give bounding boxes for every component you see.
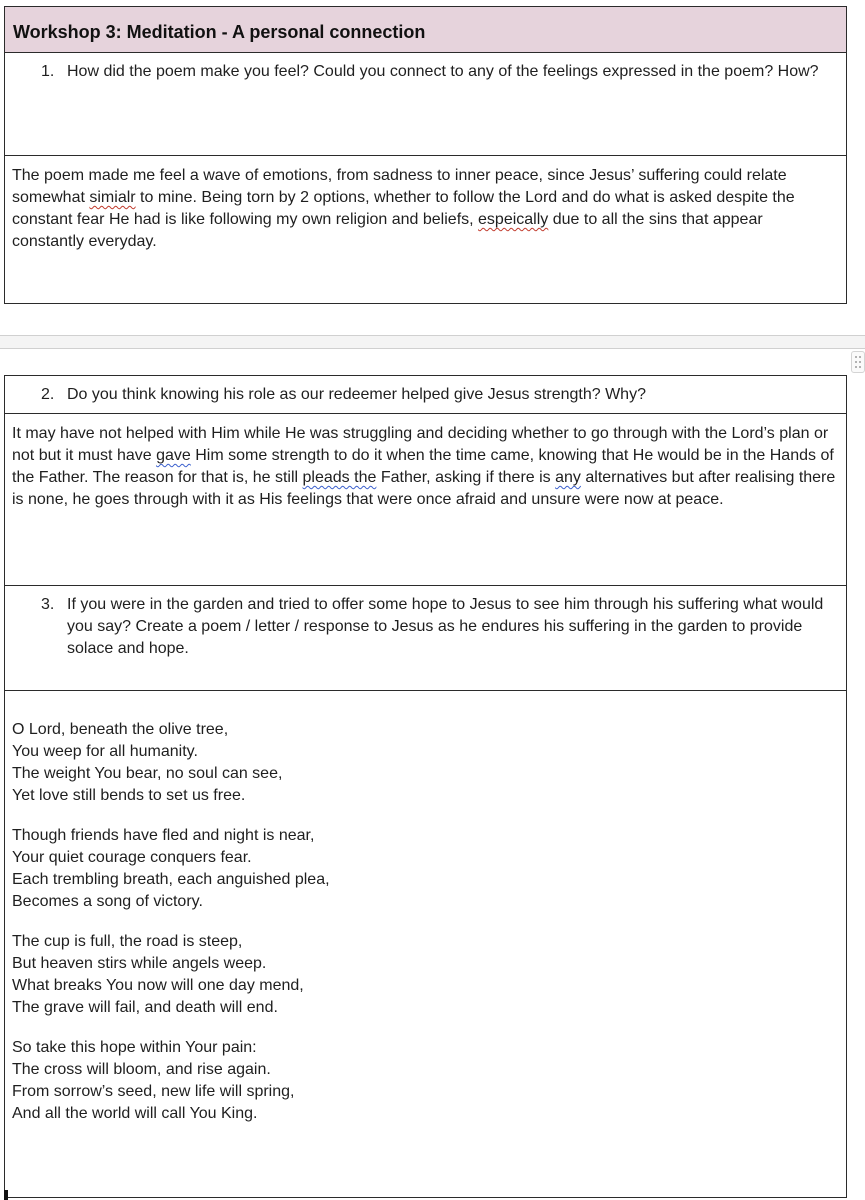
poem-line: But heaven stirs while angels weep. [12, 955, 267, 972]
question-3-text: If you were in the garden and tried to offer some hope to Jesus to see him through his suffering what would you say? Create a poem / letter / response to Jesus as he endures his suffering in the garden to provide solace and hope. [67, 596, 824, 657]
answer-3-cell[interactable] [5, 690, 846, 1198]
question-number: 3. [41, 596, 55, 613]
workshop-table-page-2 [4, 375, 847, 1198]
poem-line: Becomes a song of victory. [12, 893, 203, 910]
question-2-text: Do you think knowing his role as our redeemer helped give Jesus strength? Why? [67, 386, 646, 403]
poem-line: The cup is full, the road is steep, [12, 933, 243, 950]
poem-line: From sorrow’s seed, new life will spring, [12, 1083, 295, 1100]
drag-handle-icon[interactable] [851, 351, 865, 373]
poem-stanza-4 [12, 1037, 838, 1125]
grammar-flagged-word[interactable]: gave [156, 447, 191, 464]
grammar-flagged-word[interactable]: any [555, 469, 581, 486]
poem-line: So take this hope within Your pain: [12, 1039, 257, 1056]
question-number: 1. [41, 63, 55, 80]
poem-line: Yet love still bends to set us free. [12, 787, 246, 804]
poem-line: The cross will bloom, and rise again. [12, 1061, 271, 1078]
question-1-text: How did the poem make you feel? Could you connect to any of the feelings expressed in the poem? How? [67, 63, 819, 80]
poem-stanza-2 [12, 825, 838, 913]
table-header [5, 6, 846, 52]
question-1-cell[interactable] [5, 52, 846, 155]
poem-line: The weight You bear, no soul can see, [12, 765, 283, 782]
misspelled-word[interactable]: espeically [478, 211, 549, 228]
poem-line: O Lord, beneath the olive tree, [12, 721, 229, 738]
question-3-cell[interactable] [5, 585, 846, 690]
poem-stanza-1 [12, 719, 838, 807]
page-break [0, 335, 865, 349]
question-number: 2. [41, 386, 55, 403]
poem-line: Your quiet courage conquers fear. [12, 849, 252, 866]
misspelled-word[interactable]: simialr [89, 189, 136, 206]
poem-line: You weep for all humanity. [12, 743, 198, 760]
grammar-flagged-word[interactable]: pleads the [302, 469, 377, 486]
text-cursor [4, 1190, 8, 1200]
poem-line: The grave will fail, and death will end. [12, 999, 278, 1016]
page-title: Workshop 3: Meditation - A personal connection [13, 22, 426, 42]
workshop-table-page-1 [4, 6, 847, 304]
answer-1-cell[interactable]: The poem made me feel a wave of emotions, from sadness to inner peace, since Jesus’ suffering could relate somewhat simialr to mine. Being torn by 2 options, whether to follow the Lord and do what is asked despite the constant fear He had is like following my own religion and beliefs, espeically due to all the sins that appear constantly everyday. [5, 155, 846, 304]
poem-stanza-3 [12, 931, 838, 1019]
poem-line: What breaks You now will one day mend, [12, 977, 304, 994]
answer-2-cell[interactable]: It may have not helped with Him while He was struggling and deciding whether to go through with the Lord’s plan or not but it must have gave Him some strength to do it when the time came, knowing that He would be in the Hands of the Father. The reason for that is, he still pleads the Father, asking if there is any alternatives but after realising there is none, he goes through with it as His feelings that were once afraid and unsure were now at peace. [5, 413, 846, 585]
poem-line: And all the world will call You King. [12, 1105, 258, 1122]
question-2-cell[interactable] [5, 375, 846, 413]
poem-line: Though friends have fled and night is near, [12, 827, 315, 844]
poem-line: Each trembling breath, each anguished plea, [12, 871, 330, 888]
